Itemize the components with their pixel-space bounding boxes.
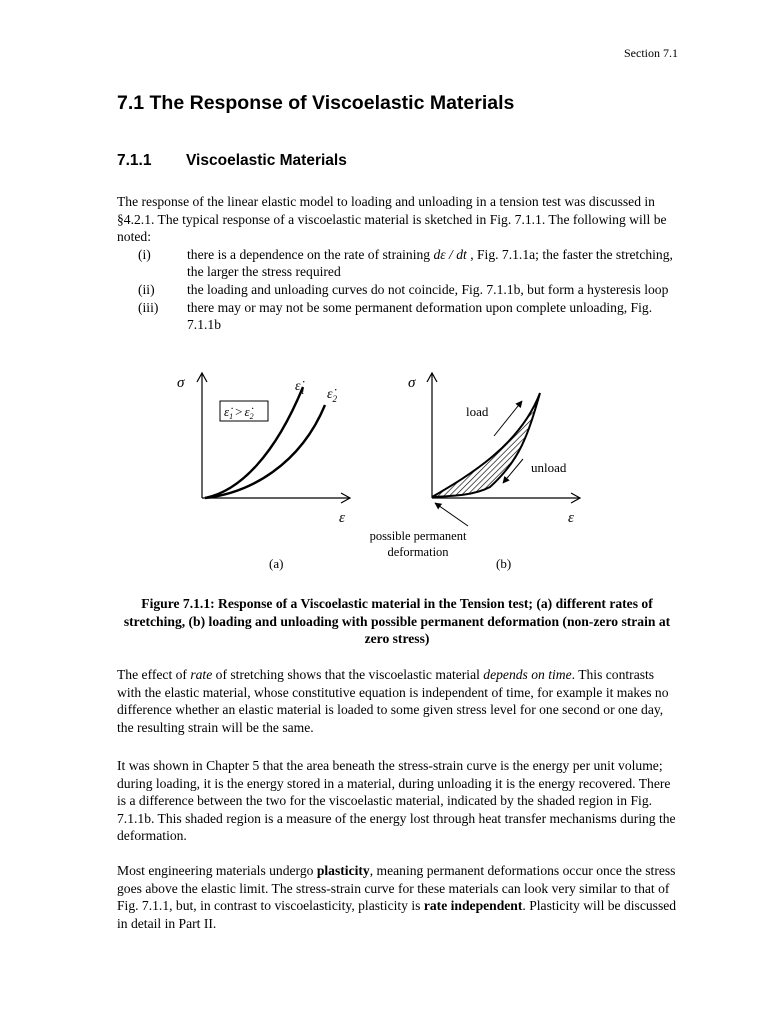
bold-rate-independent: rate independent [423,898,523,914]
panel-a-label: (a) [269,556,284,571]
bold-plasticity: plasticity [316,863,370,878]
text-run: of stretching shows that the viscoelastic material [212,667,484,682]
panel-b-x-label: ε [568,510,574,526]
paragraph-rate-effect [117,666,677,736]
paragraph-energy: It was shown in Chapter 5 that the area beneath the stress-strain curve is the energy per unit volume; during loading, it is the energy stored in a material, during unloading it is the energy recovered. There is a difference between the two for the viscoelastic material, indicated by the shaded region in Fig. 7.1.1b. This shaded region is a measure of the energy lost through heat transfer mechanisms during the deformation. [117,758,676,844]
list-marker: (i) [138,246,151,262]
rate-comparison-label: $\varepsiloṅ_1$ > $\varepsiloṅ_2$ [224,404,254,421]
list-text: there is a dependence on the rate of straining [187,246,434,262]
panel-a-x-label: ε [339,510,345,526]
panel-b [370,373,580,571]
permanent-deformation-arrow [435,503,468,526]
list-text: the loading and unloading curves do not coincide, Fig. 7.1.1b, but form a hysteresis loop [187,281,669,297]
figure-caption: Figure 7.1.1: Response of a Viscoelastic material in the Tension test; (a) different rates of stretching, (b) loading and unloading with possible permanent deformation (non-zero strain at zero stress) [123,596,671,647]
intro-paragraph: The response of the linear elastic model to loading and unloading in a tension test was discussed in §4.2.1. The typical response of a viscoelastic material is sketched in Fig. 7.1.1. The following will be noted: [117,194,667,245]
figure-7-1-1 [150,365,610,577]
list-text: there may or may not be some permanent deformation upon complete unloading, Fig. 7.1.1b [187,299,653,333]
subsection-heading [117,152,347,170]
panel-a [177,373,350,571]
subsection-number: 7.1.1 [117,152,152,169]
text-run: The effect of [117,667,191,682]
text-run: Most engineering materials undergo [117,863,317,878]
strain-rate-math: dε / dt [433,246,467,262]
list-item [117,281,677,299]
panel-a-y-label: σ [177,375,185,391]
text-run: , meaning permanent deformations occur once the stress goes above the elastic limit. The stress-strain curve for these materials can look very similar to that of Fig. 7.1.1, but, in contrast to viscoelasticity, plasticity is [117,863,676,914]
list-item [117,299,677,334]
intro-block [117,193,677,334]
curve-2-label: $\varepsiloṅ_2$ [327,387,338,404]
text-run: . This contrasts with the elastic material, whose constitutive equation is independent of time, for example it makes no difference whether an elastic material is loaded to some given stress level for one second or one day, the resulting strain will be the same. [117,667,669,735]
curve-rate-2 [205,405,325,498]
emphasis-depends-on-time: depends on time [483,667,572,682]
panel-b-label: (b) [496,556,512,571]
page-title: 7.1 The Response of Viscoelastic Materials [117,92,515,114]
list-marker: (ii) [138,281,155,297]
section-header: Section 7.1 [624,46,678,60]
list-text: , Fig. 7.1.1a; the faster the stretching, the larger the stress required [187,246,673,280]
text-run: . Plasticity will be discussed in detail in Part II. [117,898,677,931]
panel-b-y-label: σ [408,375,416,391]
paragraph-plasticity [117,862,677,932]
list-item [117,246,677,281]
permanent-deformation-label: possible permanent deformation [369,529,467,559]
list-marker: (iii) [138,299,159,315]
load-label: load [466,404,489,419]
emphasis-rate: rate [190,667,213,682]
curve-1-label: $\varepsiloṅ_1$ [295,379,306,396]
unload-label: unload [531,460,567,475]
subsection-title: Viscoelastic Materials [186,152,347,169]
